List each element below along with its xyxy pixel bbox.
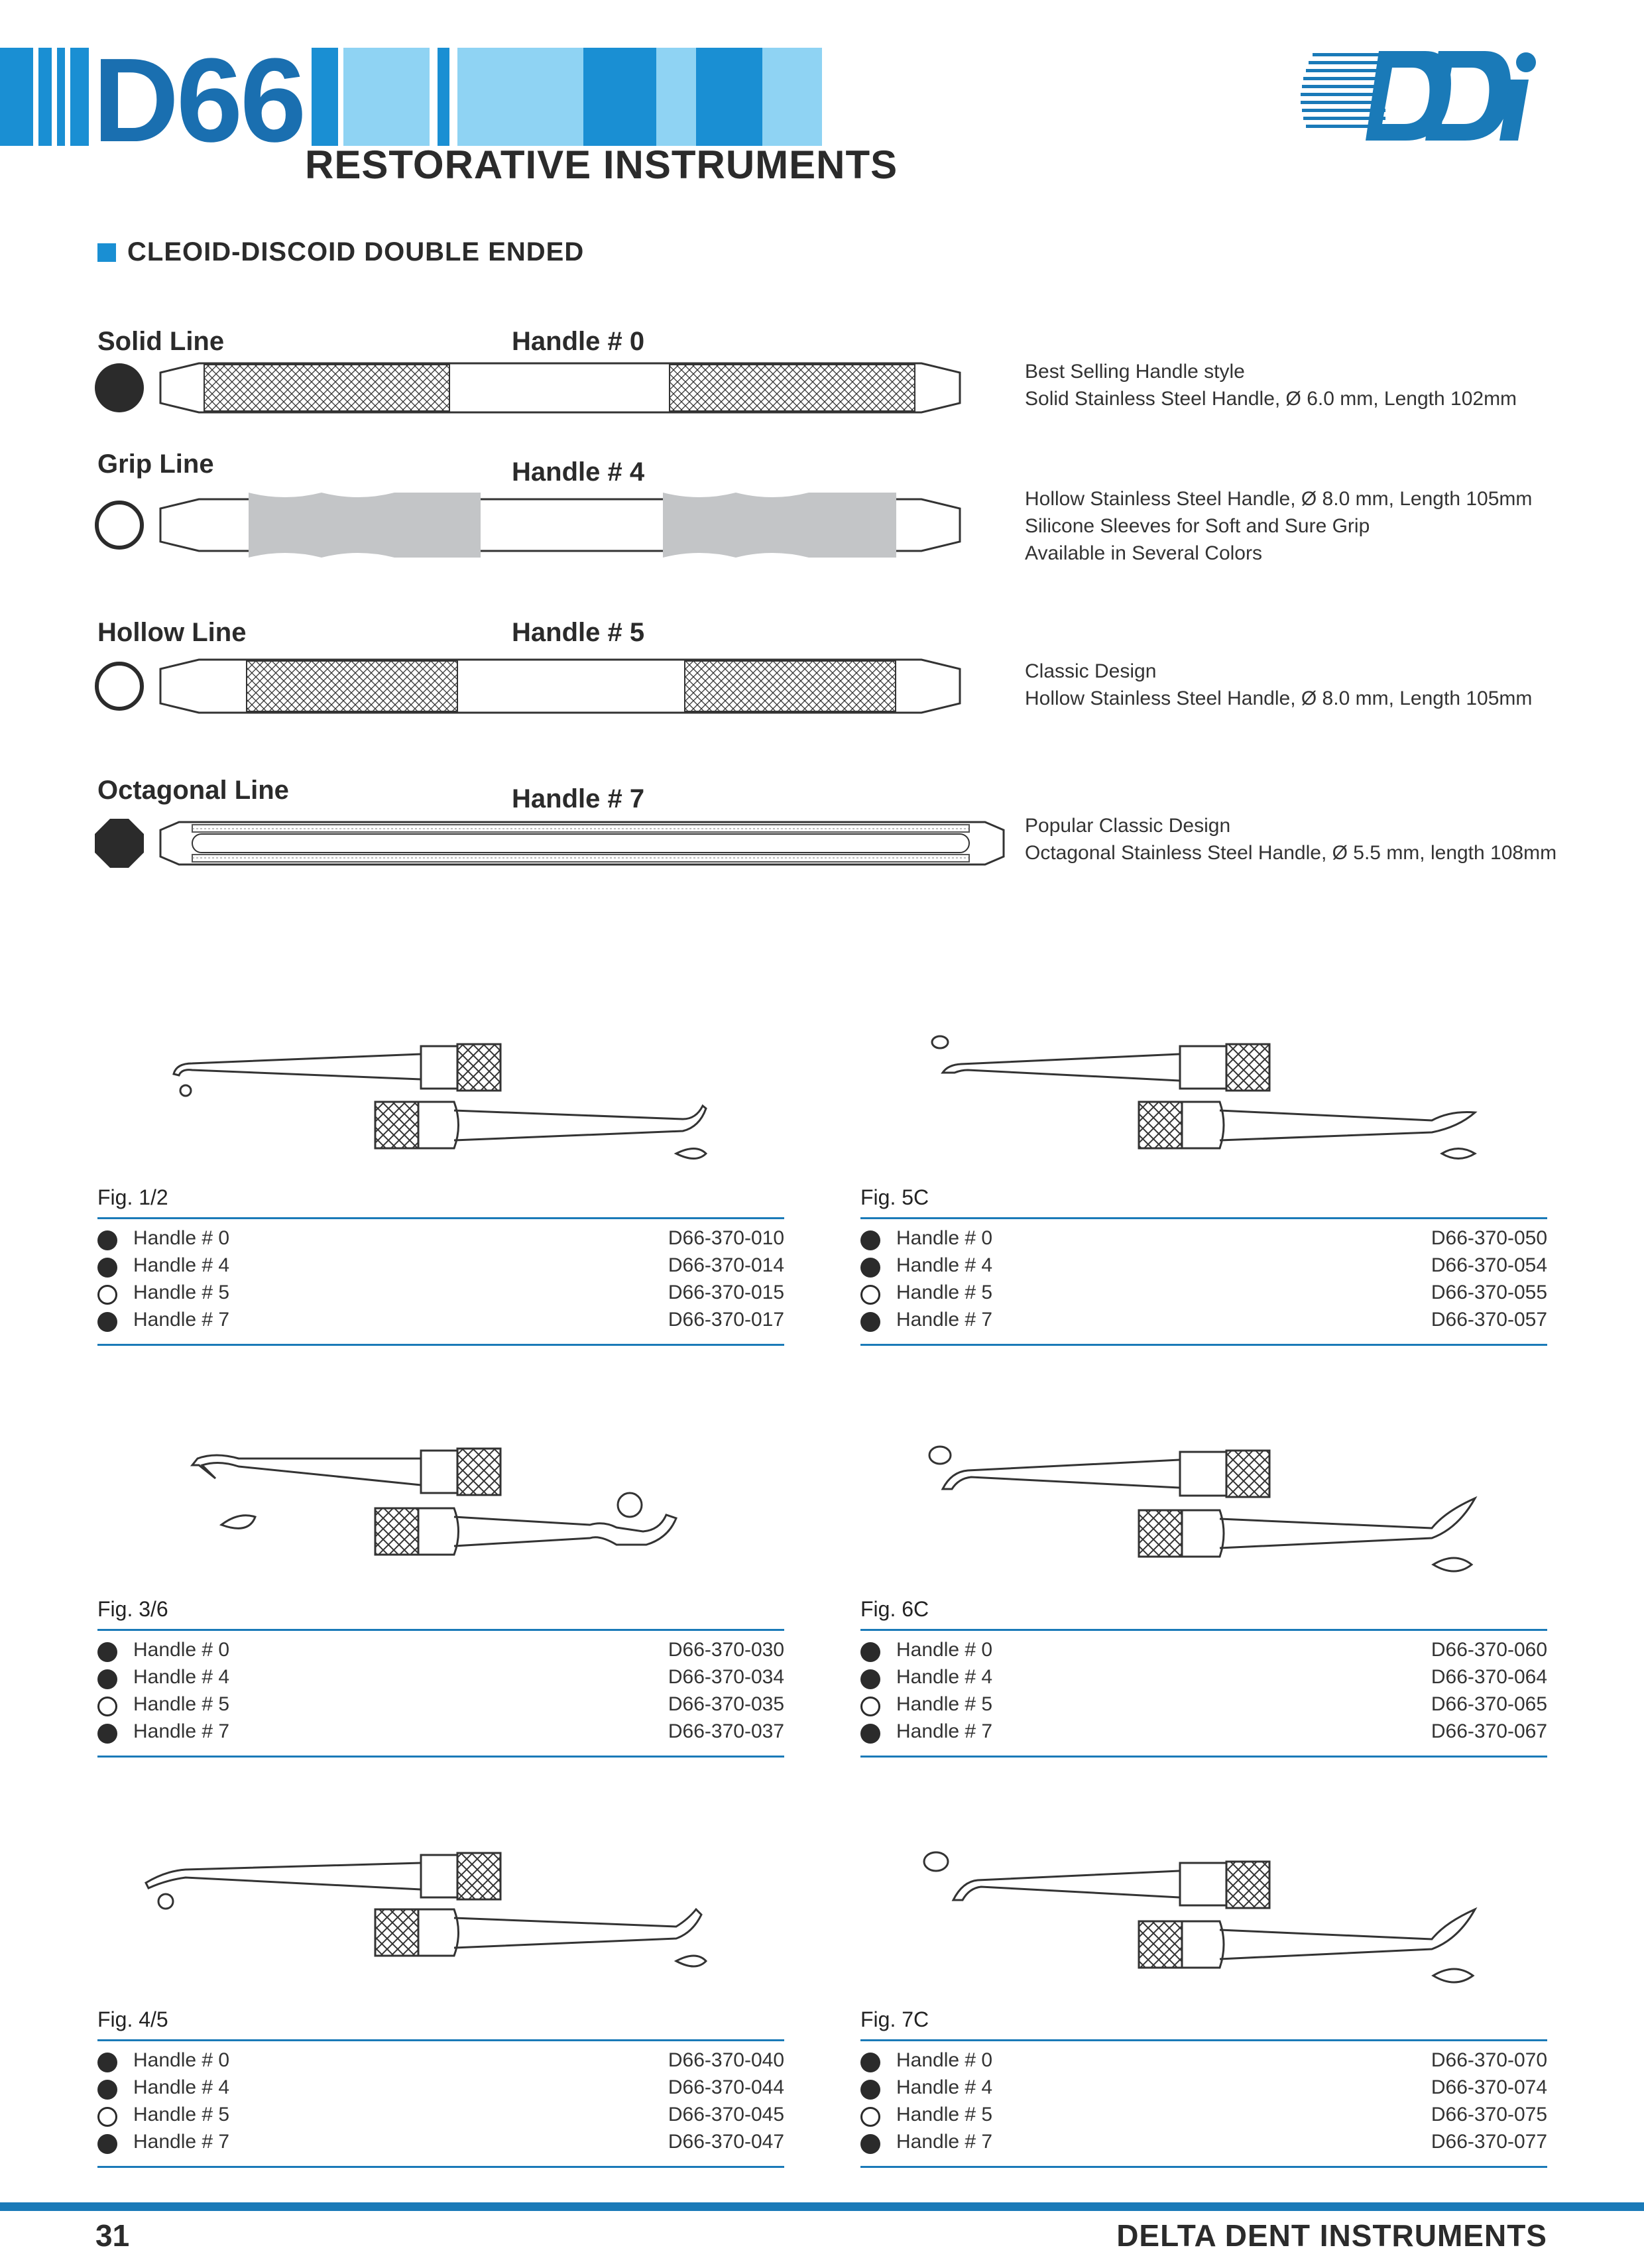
handle-name: Handle # 7 — [896, 1309, 993, 1331]
product-code: D66-370-045 — [668, 2104, 784, 2125]
filled-circle-icon — [97, 1312, 117, 1332]
handle-name: Handle # 4 — [133, 1254, 230, 1276]
hollow-circle-icon — [93, 660, 146, 713]
handle-name: Handle # 7 — [133, 2131, 230, 2153]
handle-name: Handle # 0 — [896, 1227, 993, 1249]
filled-circle-icon — [860, 1258, 880, 1278]
table-row — [97, 1282, 784, 1309]
table-row — [97, 1254, 784, 1282]
desc-line: Octagonal Stainless Steel Handle, Ø 5.5 mm, length 108mm — [1025, 842, 1557, 864]
table-row — [860, 2049, 1547, 2076]
line-name-hollow: Hollow Line — [97, 618, 247, 647]
hollow-circle-icon — [97, 2107, 117, 2127]
handle-4-drawing — [152, 487, 968, 564]
desc-solid — [1025, 358, 1517, 412]
figure-title: Fig. 1/2 — [97, 1185, 168, 1209]
divider — [860, 1344, 1547, 1346]
desc-grip — [1025, 485, 1532, 567]
section-title: CLEOID-DISCOID DOUBLE ENDED — [127, 237, 585, 267]
desc-octagonal — [1025, 812, 1556, 866]
figure-title: Fig. 4/5 — [97, 2007, 168, 2031]
table-row — [97, 1666, 784, 1693]
handle-name: Handle # 0 — [133, 1227, 230, 1249]
instrument-drawing-fig-1-2 — [166, 1034, 729, 1167]
table-row — [860, 2131, 1547, 2158]
filled-circle-icon — [97, 2080, 117, 2100]
table-row — [97, 1720, 784, 1748]
table-row — [97, 1693, 784, 1720]
divider — [97, 2039, 784, 2041]
handle-name: Handle # 4 — [896, 2076, 993, 2098]
filled-circle-icon — [860, 2134, 880, 2154]
divider — [860, 1217, 1547, 1219]
line-name-grip: Grip Line — [97, 449, 214, 479]
handle-name: Handle # 5 — [133, 1693, 230, 1715]
product-code: D66-370-054 — [1431, 1254, 1547, 1276]
table-row — [860, 1309, 1547, 1336]
ddi-logo — [1299, 48, 1551, 147]
product-code: D66-370-035 — [668, 1693, 784, 1715]
handle-0-drawing — [152, 358, 968, 418]
product-code: D66-370-040 — [668, 2049, 784, 2071]
product-code: D66-370-037 — [668, 1720, 784, 1742]
instrument-drawing-fig-3-6 — [166, 1439, 729, 1571]
filled-circle-icon — [97, 2134, 117, 2154]
product-code: D66-370-050 — [1431, 1227, 1547, 1249]
desc-line: Hollow Stainless Steel Handle, Ø 8.0 mm, Length 105mm — [1025, 488, 1533, 510]
product-code: D66-370-015 — [668, 1282, 784, 1303]
handle-name: Handle # 5 — [133, 1282, 230, 1303]
desc-line: Best Selling Handle style — [1025, 361, 1245, 383]
handle-name: Handle # 4 — [133, 1666, 230, 1688]
desc-line: Popular Classic Design — [1025, 815, 1231, 837]
figure-title: Fig. 3/6 — [97, 1597, 168, 1621]
table-row — [860, 2076, 1547, 2104]
hollow-circle-icon — [93, 499, 146, 552]
desc-line: Available in Several Colors — [1025, 542, 1262, 564]
desc-line: Hollow Stainless Steel Handle, Ø 8.0 mm, Length 105mm — [1025, 687, 1533, 709]
divider — [97, 1217, 784, 1219]
table-row — [860, 1666, 1547, 1693]
handle-name: Handle # 0 — [896, 2049, 993, 2071]
instrument-drawing-fig-5c — [915, 1028, 1478, 1167]
divider — [97, 1756, 784, 1758]
product-code: D66-370-070 — [1431, 2049, 1547, 2071]
footer-bar — [0, 2202, 1644, 2211]
table-row — [97, 1639, 784, 1666]
product-code: D66-370-064 — [1431, 1666, 1547, 1688]
catalog-subtitle: RESTORATIVE INSTRUMENTS — [305, 143, 898, 187]
handle-name: Handle # 5 — [133, 2104, 230, 2125]
table-row — [860, 2104, 1547, 2131]
handle-label-7: Handle # 7 — [512, 784, 645, 813]
table-row — [97, 2076, 784, 2104]
handle-name: Handle # 7 — [133, 1309, 230, 1331]
product-code: D66-370-077 — [1431, 2131, 1547, 2153]
product-code: D66-370-030 — [668, 1639, 784, 1661]
divider — [97, 1344, 784, 1346]
table-row — [97, 1309, 784, 1336]
divider — [97, 2166, 784, 2168]
hollow-circle-icon — [860, 2107, 880, 2127]
filled-circle-icon — [860, 1669, 880, 1689]
desc-line: Classic Design — [1025, 660, 1157, 682]
filled-circle-icon — [97, 1230, 117, 1250]
handle-name: Handle # 7 — [133, 1720, 230, 1742]
product-code: D66-370-067 — [1431, 1720, 1547, 1742]
filled-circle-icon — [97, 1724, 117, 1744]
figure-title: Fig. 6C — [860, 1597, 929, 1621]
product-code: D66-370-044 — [668, 2076, 784, 2098]
divider — [97, 1629, 784, 1631]
handle-name: Handle # 7 — [896, 2131, 993, 2153]
product-code: D66-370-014 — [668, 1254, 784, 1276]
desc-line: Solid Stainless Steel Handle, Ø 6.0 mm, Length 102mm — [1025, 388, 1517, 410]
filled-circle-icon — [860, 1724, 880, 1744]
product-code: D66-370-017 — [668, 1309, 784, 1331]
filled-circle-icon — [860, 1312, 880, 1332]
filled-circle-icon — [860, 1642, 880, 1662]
product-code: D66-370-065 — [1431, 1693, 1547, 1715]
product-code: D66-370-074 — [1431, 2076, 1547, 2098]
product-code: D66-370-010 — [668, 1227, 784, 1249]
handle-name: Handle # 4 — [896, 1666, 993, 1688]
handle-name: Handle # 5 — [896, 1693, 993, 1715]
filled-octagon-icon — [93, 817, 146, 870]
table-row — [860, 1639, 1547, 1666]
product-code: D66-370-055 — [1431, 1282, 1547, 1303]
product-code: D66-370-075 — [1431, 2104, 1547, 2125]
hollow-circle-icon — [860, 1285, 880, 1305]
filled-circle-icon — [860, 2053, 880, 2072]
footer-brand: DELTA DENT INSTRUMENTS — [1116, 2218, 1547, 2253]
page-number: 31 — [95, 2218, 130, 2253]
handle-name: Handle # 0 — [133, 1639, 230, 1661]
table-row — [97, 2049, 784, 2076]
product-code: D66-370-060 — [1431, 1639, 1547, 1661]
handle-7-drawing — [152, 817, 1014, 870]
hollow-circle-icon — [860, 1697, 880, 1716]
line-name-octagonal: Octagonal Line — [97, 776, 289, 805]
instrument-drawing-fig-4-5 — [133, 1843, 729, 1976]
line-name-solid: Solid Line — [97, 327, 225, 356]
handle-label-5: Handle # 5 — [512, 618, 645, 647]
product-code: D66-370-047 — [668, 2131, 784, 2153]
handle-name: Handle # 5 — [896, 2104, 993, 2125]
divider — [860, 2166, 1547, 2168]
instrument-drawing-fig-7c — [915, 1843, 1478, 1989]
instrument-drawing-fig-6c — [915, 1439, 1478, 1584]
handle-name: Handle # 7 — [896, 1720, 993, 1742]
handle-name: Handle # 4 — [896, 1254, 993, 1276]
figure-title: Fig. 5C — [860, 1185, 929, 1209]
filled-circle-icon — [860, 1230, 880, 1250]
product-code: D66-370-034 — [668, 1666, 784, 1688]
handle-label-0: Handle # 0 — [512, 327, 645, 356]
handle-name: Handle # 4 — [133, 2076, 230, 2098]
desc-hollow — [1025, 658, 1532, 712]
handle-5-drawing — [152, 653, 968, 719]
table-row — [860, 1227, 1547, 1254]
table-row — [97, 2131, 784, 2158]
table-row — [860, 1693, 1547, 1720]
handle-name: Handle # 5 — [896, 1282, 993, 1303]
divider — [860, 2039, 1547, 2041]
handle-label-4: Handle # 4 — [512, 457, 645, 487]
figure-title: Fig. 7C — [860, 2007, 929, 2031]
divider — [860, 1756, 1547, 1758]
filled-circle-icon — [97, 2053, 117, 2072]
table-row — [97, 2104, 784, 2131]
handle-name: Handle # 0 — [896, 1639, 993, 1661]
hollow-circle-icon — [97, 1285, 117, 1305]
handle-name: Handle # 0 — [133, 2049, 230, 2071]
section-bullet-square — [97, 243, 116, 262]
desc-line: Silicone Sleeves for Soft and Sure Grip — [1025, 515, 1370, 537]
table-row — [860, 1282, 1547, 1309]
table-row — [860, 1254, 1547, 1282]
product-code: D66-370-057 — [1431, 1309, 1547, 1331]
table-row — [97, 1227, 784, 1254]
divider — [860, 1629, 1547, 1631]
catalog-code: D66 — [93, 34, 304, 167]
filled-circle-icon — [93, 361, 146, 414]
filled-circle-icon — [97, 1669, 117, 1689]
filled-circle-icon — [97, 1642, 117, 1662]
filled-circle-icon — [97, 1258, 117, 1278]
table-row — [860, 1720, 1547, 1748]
hollow-circle-icon — [97, 1697, 117, 1716]
filled-circle-icon — [860, 2080, 880, 2100]
